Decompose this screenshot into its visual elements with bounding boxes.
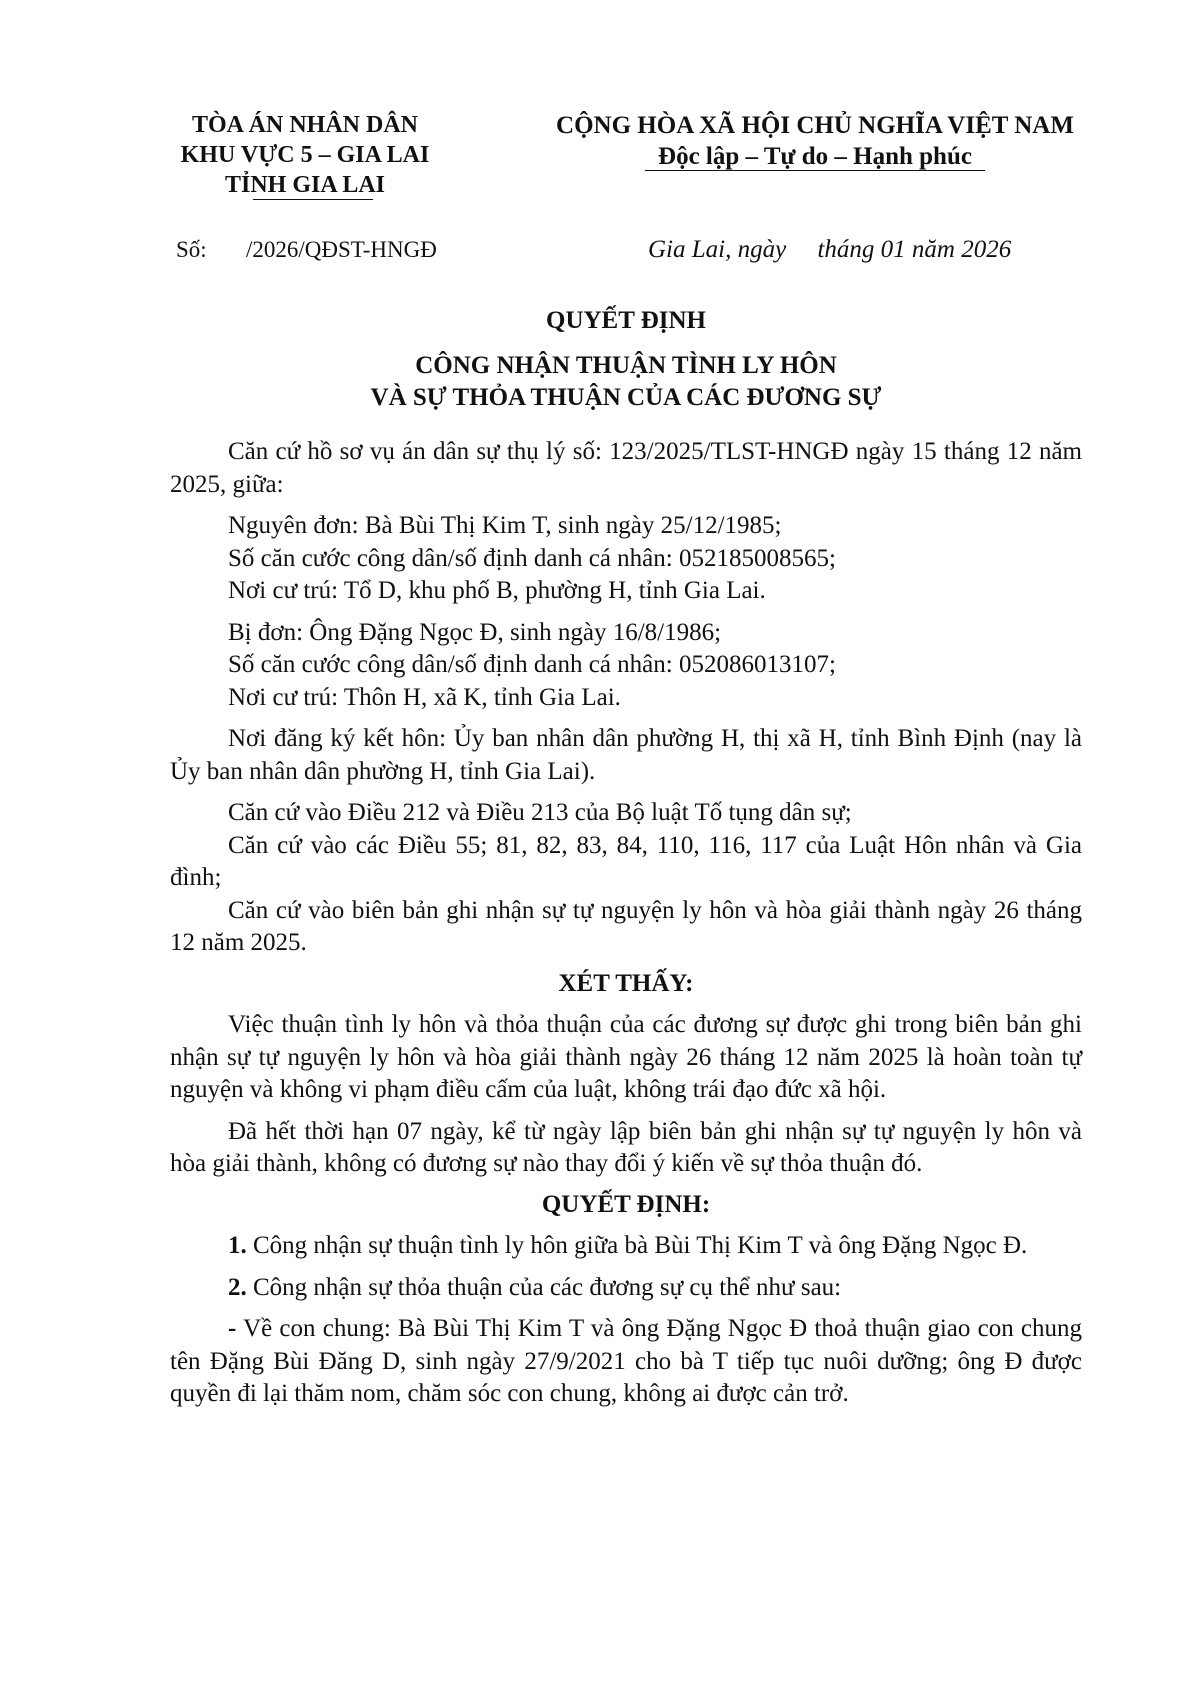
legal-basis-3: Căn cứ vào biên bản ghi nhận sự tự nguyện ly hôn và hòa giải thành ngày 26 tháng 12 năm 2025. xyxy=(170,896,1082,956)
decision-item-1-number: 1. xyxy=(228,1232,247,1259)
decision-item-2-text: Công nhận sự thỏa thuận của các đương sự cụ thể như sau: xyxy=(253,1273,842,1301)
decision-heading: QUYẾT ĐỊNH: xyxy=(541,1190,711,1218)
decision-item-2-number: 2. xyxy=(228,1273,247,1301)
plaintiff-name: Nguyên đơn: Bà Bùi Thị Kim T, sinh ngày 25/12/1985; xyxy=(228,512,782,539)
plaintiff-address: Nơi cư trú: Tổ D, khu phố B, phường H, tỉnh Gia Lai. xyxy=(228,577,766,604)
national-motto: Độc lập – Tự do – Hạnh phúc xyxy=(658,143,972,170)
subtitle-line-2: VÀ SỰ THỎA THUẬN CỦA CÁC ĐƯƠNG SỰ xyxy=(370,384,882,411)
defendant-id: Số căn cước công dân/số định danh cá nhân: 052086013107; xyxy=(228,651,836,678)
defendant-name: Bị đơn: Ông Đặng Ngọc Đ, sinh ngày 16/8/1986; xyxy=(228,618,722,646)
document-number-label: Số: xyxy=(176,237,207,262)
document-date: Gia Lai, ngày tháng 01 năm 2026 xyxy=(648,236,1012,263)
decision-item-1 xyxy=(170,1230,1082,1263)
decision-item-2 xyxy=(170,1272,1082,1305)
court-header xyxy=(155,110,455,200)
legal-basis-2: Căn cứ vào các Điều 55; 81, 82, 83, 84, 110, 116, 117 của Luật Hôn nhân và Gia đình; xyxy=(170,831,1082,891)
findings-paragraph-2: Đã hết thời hạn 07 ngày, kể từ ngày lập biên bản ghi nhận sự tự nguyện ly hôn và hòa giải thành, không có đương sự nào thay đổi ý kiến về sự thỏa thuận đó. xyxy=(170,1117,1082,1177)
document-subtitle xyxy=(160,350,1092,414)
document-number xyxy=(176,235,437,265)
decision-item-1-text: Công nhận sự thuận tình ly hôn giữa bà Bùi Thị Kim T và ông Đặng Ngọc Đ. xyxy=(253,1232,1028,1259)
marriage-registration: Nơi đăng ký kết hôn: Ủy ban nhân dân phường H, thị xã H, tỉnh Bình Định (nay là Ủy ban nhân dân phường H, tỉnh Gia Lai). xyxy=(170,725,1082,785)
defendant-address: Nơi cư trú: Thôn H, xã K, tỉnh Gia Lai. xyxy=(228,683,621,711)
country-name: CỘNG HÒA XÃ HỘI CHỦ NGHĨA VIỆT NAM xyxy=(556,112,1074,139)
legal-basis-1: Căn cứ vào Điều 212 và Điều 213 của Bộ luật Tố tụng dân sự; xyxy=(228,799,852,826)
national-header xyxy=(525,110,1105,171)
findings-paragraph-1: Việc thuận tình ly hôn và thỏa thuận của các đương sự được ghi trong biên bản ghi nhận sự tự nguyện ly hôn và hòa giải thành ngày 26 tháng 12 năm 2025 là hoàn toàn tự nguyện và không vi phạm điều cấm của luật, không trái đạo đức xã hội. xyxy=(170,1011,1082,1103)
court-name-line-2: KHU VỰC 5 – GIA LAI xyxy=(180,142,430,168)
document-title: QUYẾT ĐỊNH xyxy=(546,307,706,334)
subtitle-line-1: CÔNG NHẬN THUẬN TÌNH LY HÔN xyxy=(415,352,837,379)
case-intro: Căn cứ hồ sơ vụ án dân sự thụ lý số: 123/2025/TLST-HNGĐ ngày 15 tháng 12 năm 2025, giữa: xyxy=(170,438,1082,498)
court-name-line-3: TỈNH GIA LAI xyxy=(224,172,386,198)
child-custody-clause xyxy=(170,1313,1082,1411)
court-name-line-1: TÒA ÁN NHÂN DÂN xyxy=(191,112,418,138)
document-body xyxy=(170,436,1082,1411)
plaintiff-id: Số căn cước công dân/số định danh cá nhân: 052185008565; xyxy=(228,544,836,572)
header-underline xyxy=(253,199,373,200)
findings-heading: XÉT THẤY: xyxy=(558,969,694,997)
child-custody-text: Về con chung: Bà Bùi Thị Kim T và ông Đặng Ngọc Đ thoả thuận giao con chung tên Đặng Bùi Đăng D, sinh ngày 27/9/2021 cho bà T tiếp tục nuôi dưỡng; ông Đ được quyền đi lại thăm nom, chăm sóc con chung, không ai được cản trở. xyxy=(170,1315,1082,1407)
child-custody-dash: - xyxy=(228,1315,237,1342)
document-number-value: /2026/QĐST-HNGĐ xyxy=(246,237,437,262)
